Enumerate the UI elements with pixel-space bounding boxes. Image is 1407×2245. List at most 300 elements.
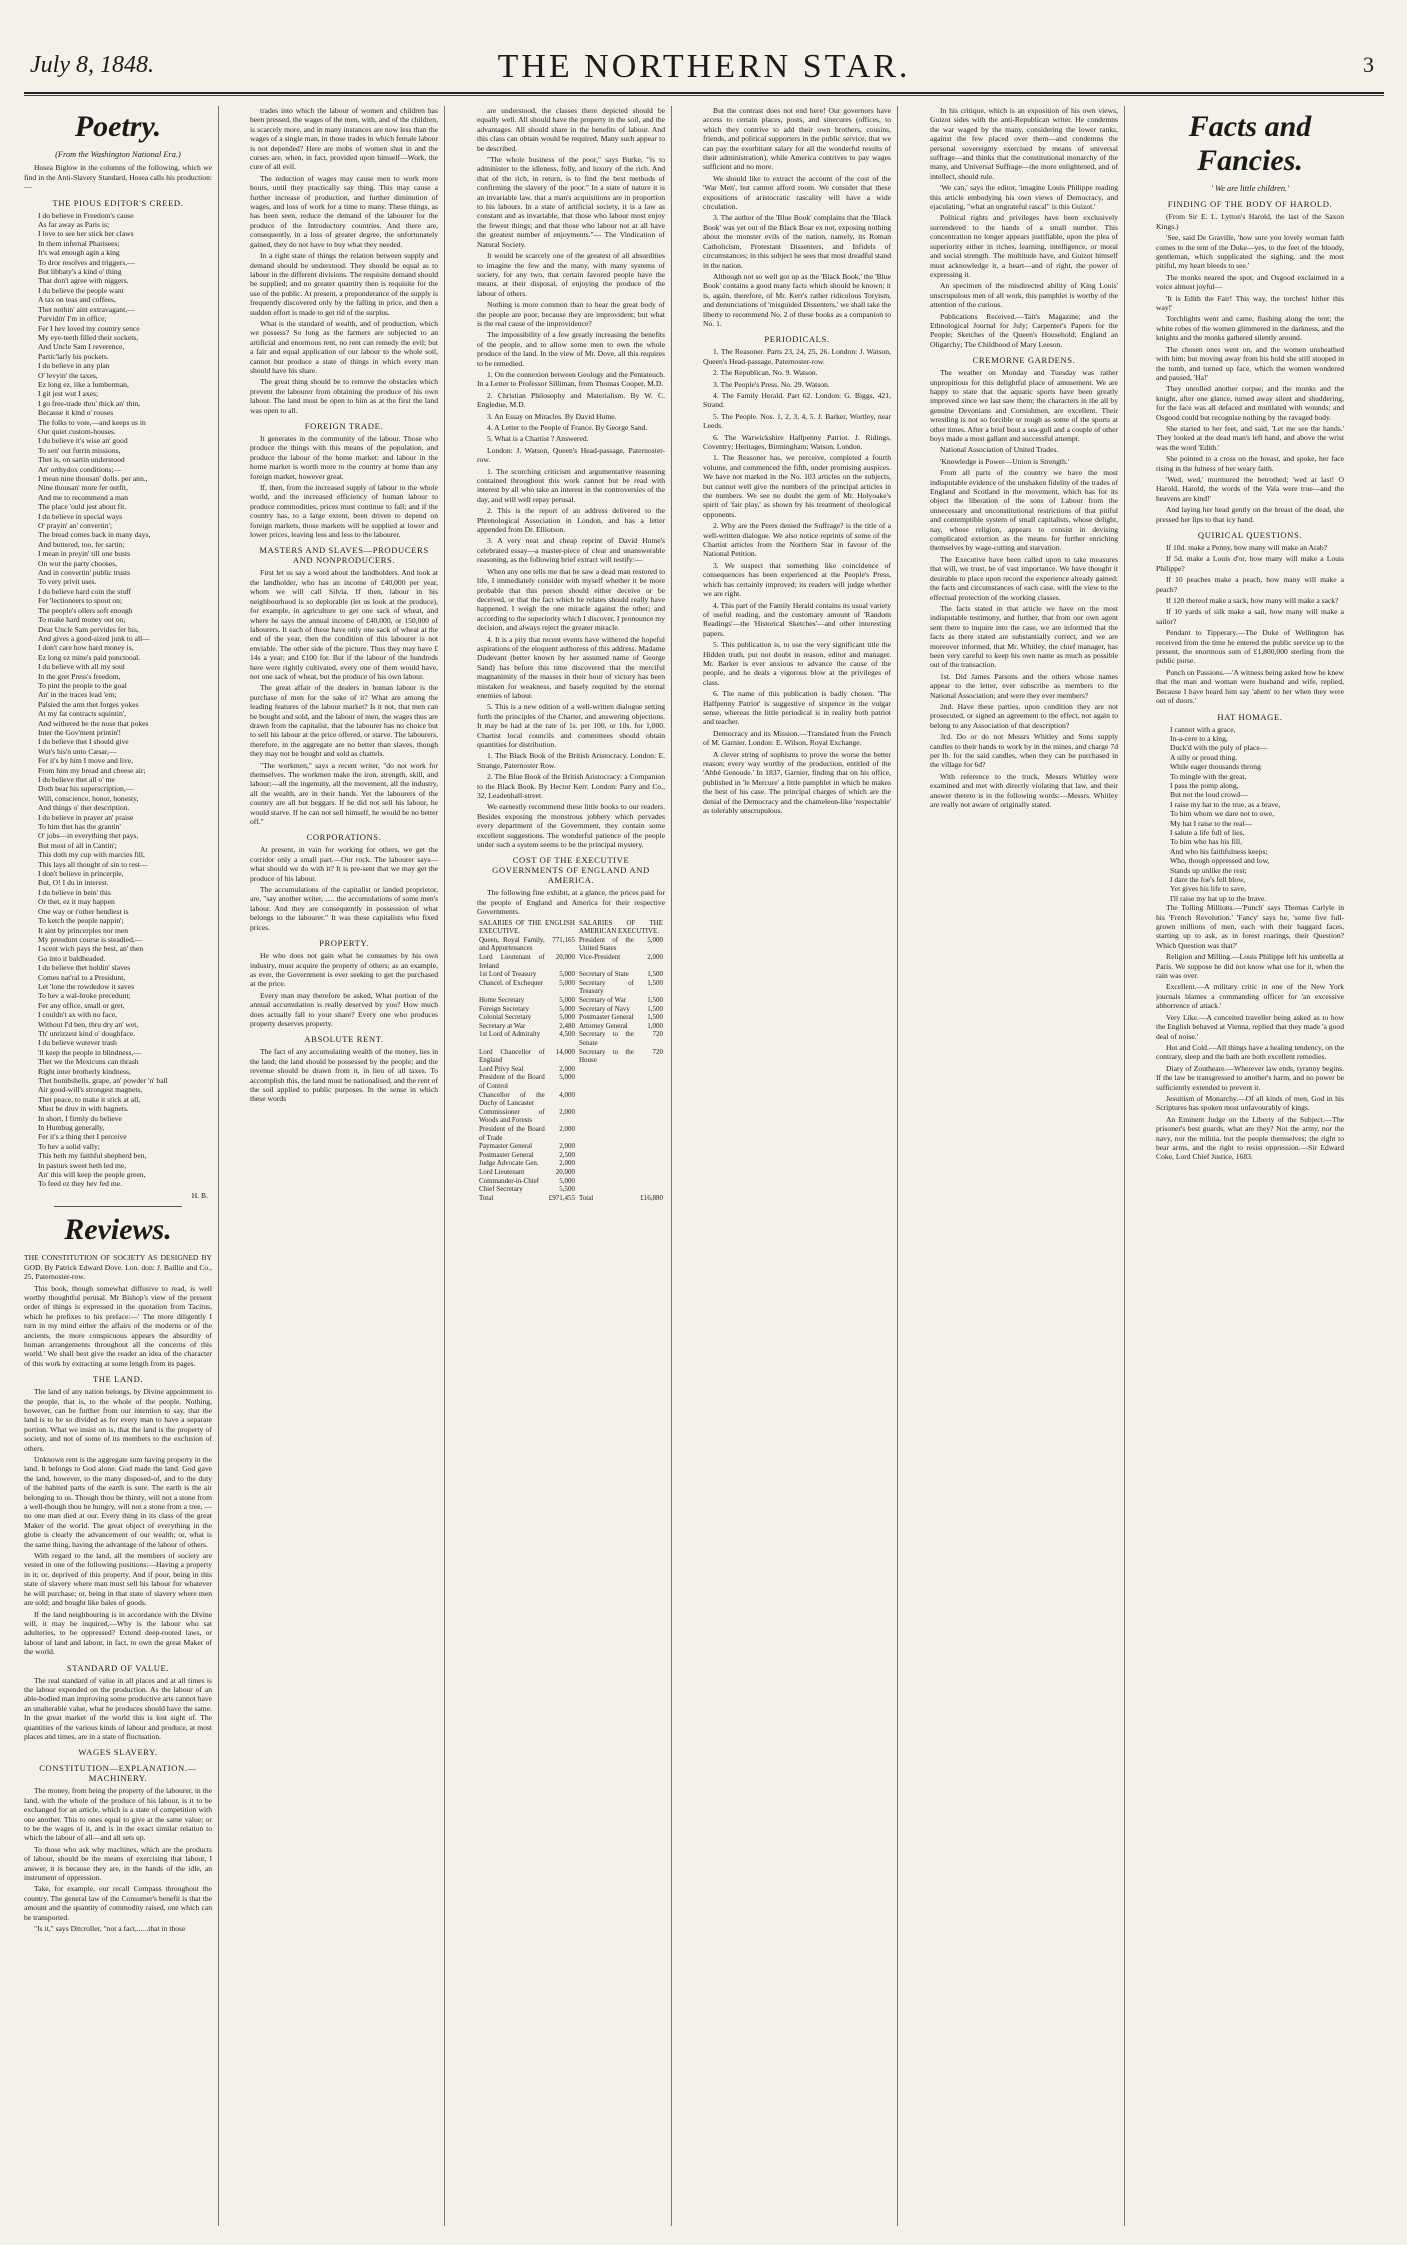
- poem-line: Duck'd with the puly of place—: [1170, 743, 1268, 753]
- poem-line: Will, conscience, honor, honesty,: [38, 793, 139, 803]
- fact-paragraph: Excellent.—A military critic in one of the New York journals blames a commanding officer for 'an excessive abhorrence of attack.': [1156, 982, 1344, 1011]
- article-paragraph: MASTERS AND SLAVES—PRODUCERS AND NONPRODUCERS.: [259, 545, 429, 566]
- fact-paragraph: Religion and Milling.—Louis Philippe left his umbrella at Paris. We suppose he did not know what use for it, when the rain was over.: [1156, 952, 1344, 981]
- poem-line: It's wal enough agin a king: [38, 248, 120, 258]
- column-rule: [897, 106, 898, 2226]
- poem-line: Ez long ez mine's paid punctooal.: [38, 652, 141, 662]
- article-paragraph: The reduction of wages may cause men to work more hours, until they practically say thing. This may cause a further increase of production, and further diminution of wages, and loss of work for a time to many. These things, as has been seen, reduce the demand of the labourer for the produce of the Introductory countries. And there are, consequently, in a loss of greater degree, the unfortunately gained, they do not have to buy what they needed.: [250, 173, 438, 249]
- poem-line: Or thet, ez it may happen: [38, 897, 115, 907]
- article-paragraph: He who does not gain what he consumes by his own industry, must acquire the property of others; as an example, as ever, the Government is ever seeking to get the purchased at the price.: [250, 951, 438, 989]
- poem-line: At my fat contracts squintin',: [38, 709, 127, 719]
- poem-line: That don't agree with niggers.: [38, 276, 129, 286]
- table-cell: [577, 1091, 636, 1108]
- executive-salaries-table: [477, 919, 665, 1203]
- poem-title: THE PIOUS EDITOR'S CREED.: [52, 197, 184, 208]
- poem-line: I mean nine thousan' dolls. per ann.,: [38, 474, 148, 483]
- poem-line: An' orthydox conditions;—: [38, 464, 122, 474]
- table-row: [477, 970, 665, 979]
- table-cell: Paymaster General: [479, 1142, 533, 1151]
- poem-line: This lays all thought of sin to rest—: [38, 859, 148, 869]
- table-row: [477, 1177, 665, 1186]
- question-paragraph: If 120 thereof make a sack, how many will make a sack?: [1166, 596, 1339, 606]
- poem-line: I du believe in any plan: [38, 361, 110, 371]
- table-cell: Lord Privy Seal: [479, 1064, 524, 1073]
- article-paragraph: 3. An Essay on Miracles. By David Hume.: [487, 411, 617, 421]
- poem-line: And Uncle Sam I reverence,: [38, 342, 125, 352]
- poem-line: Palsied the arm thet forges yokes: [38, 699, 139, 709]
- poem-line: And withered be the nose that pokes: [38, 718, 149, 728]
- poem-line: But libbaty's a kind o' thing: [38, 267, 122, 277]
- table-cell: [636, 1091, 665, 1108]
- table-cell: Secretary of Navy: [578, 1004, 630, 1013]
- poem-line: I do believe in Freedom's cause: [38, 210, 134, 220]
- story-paragraph: And laying her head gently on the breast of the dead, she pressed her lips to that icy hand.: [1156, 505, 1344, 524]
- article-paragraph: Democracy and its Mission.—Translated from the French of M. Garnier. London: E. Wilson, Royal Exchange.: [703, 728, 891, 748]
- reviews-heading: Reviews.: [64, 1213, 172, 1247]
- table-row: [477, 1168, 665, 1177]
- poem-line: 'll keep the people in blindness,—: [38, 1047, 142, 1057]
- table-cell: 14,000: [555, 1047, 575, 1056]
- table-cell: [636, 1073, 665, 1090]
- poem-line: In pasturs sweet heth led me,: [38, 1160, 127, 1170]
- column-5: [930, 106, 1118, 2226]
- table-row: [477, 1065, 665, 1074]
- hat-homage-heading: HAT HOMAGE.: [1217, 711, 1283, 722]
- story-paragraph: 'Wed, wed,' murmured the betrothed; 'wed at last! O Harold, Harold, the words of the Vala were true—and the heavens are kind!': [1156, 474, 1344, 503]
- article-paragraph: Publications Received.—Tait's Magazine; and the Ethnological Journal for July; Carpenter's Papers for the People; Sketches of the Queen's Household; England an Oligarchy; The Childhood of Mary Leeson.: [930, 311, 1118, 349]
- table-cell: 1st Lord of Treasury: [479, 970, 537, 979]
- table-cell: 5,000: [647, 935, 663, 944]
- story-paragraph: Torchlights went and came, flashing along the tent; the white robes of the women glimmered in the darkness, and the knights and the monks gathered silently around.: [1156, 314, 1344, 343]
- review-body: [24, 1284, 212, 1934]
- article-paragraph: 2nd. Have these parties, upon condition they are not prosecuted, or signed an agreement to the effect, not again to belong to any Association of that description?: [930, 701, 1118, 730]
- poem-line: Fer I hev loved my country sence: [38, 323, 140, 333]
- poem-line: I don't believe in princerple,: [38, 869, 124, 879]
- question-paragraph: If 5d. make a Louis d'or, how many will make a Louis Philippe?: [1156, 554, 1344, 573]
- table-row: [477, 1151, 665, 1160]
- poem-line: But most of all in Cantin';: [38, 840, 117, 850]
- poem-line: I raise my hat to the true, as a brave,: [1170, 799, 1281, 809]
- poetry-source: (From the Washington National Era.): [55, 150, 181, 159]
- article-paragraph: The Executive have been called upon to take measures that will, we trust, be of vast importance. We have thought it desirable to place upon record the experience already gained: the facts and circumstances of each case, with the view to the effectual protection of the working classes.: [930, 554, 1118, 602]
- story-paragraph: 'See, said De Graville, 'how sure you lovely woman faith comes to the tent of the Duke—yes, to the feet of the bloody, gentleman, which supplicated the sighing, and the most pitiful, my heart bleeds to see.': [1156, 233, 1344, 271]
- poem-line: In Humbug generally,: [38, 1123, 105, 1133]
- poem-line: Thet peace, to make it stick at all,: [38, 1094, 141, 1104]
- poetry-heading: Poetry.: [74, 110, 162, 143]
- poem-line: I couldn't ax with no face,: [38, 1010, 117, 1020]
- article-paragraph: 6. The name of this publication is badly chosen. 'The Halfpenny Patriot' is suggestive of sixpence in the vulgar sense, whereas the little periodical is in reality both patriot and teacher.: [703, 689, 891, 727]
- table-cell: Attorney General: [578, 1021, 628, 1030]
- table-row: [477, 1125, 665, 1142]
- table-cell: Judge Advocate Gen.: [479, 1159, 539, 1168]
- table-cell: 20,000: [555, 953, 575, 962]
- poem-line: To mingle with the great,: [1170, 771, 1247, 781]
- facts-motto: ' We are little children.': [1211, 184, 1289, 193]
- table-cell: 2,500: [559, 1150, 575, 1159]
- table-cell: 4,500: [559, 1030, 575, 1039]
- poem-line: Inter the Gov'ment printin'!: [38, 727, 122, 737]
- table-row: [477, 1142, 665, 1151]
- poem-line: To ketch the people nappin';: [38, 916, 124, 926]
- article-paragraph: London: J. Watson, Queen's Head-passage, Paternoster-row.: [477, 445, 665, 465]
- table-cell: 5,000: [559, 978, 575, 987]
- column-rule: [444, 106, 445, 2226]
- article-paragraph: From all parts of the country we have the most indisputable evidence of the unshaken fidelity of the trades of England and Scotland in the movement, which has for its object the liberation of the sons of Labour from the unnecessary and unconstitutional restrictions of that pitiful and contemptible system of small capitalists, whose delight, nay, whose religion, appears to consist in devising complicated extortion as the means for further enriching themselves by wage-cutting and starvation.: [930, 468, 1118, 553]
- review-title: THE CONSTITUTION OF SOCIETY AS DESIGNED BY GOD. By Patrick Edward Dove. Lon. don: J. Baillie and Co., 25, Paternoster-row.: [24, 1253, 212, 1282]
- issue-date: July 8, 1848.: [30, 52, 154, 78]
- review-paragraph: With regard to the land, all the members of society are vested in one of the following positions:—Having a property in it; or, deprived of this property. And if poor, being in this state of slavery where man must sell his labour for whatever he will purchase; or, being in that state of slavery where men are sold; and bought like bales of goods.: [24, 1551, 212, 1608]
- table-cell: Vice-President: [578, 953, 621, 962]
- table-row: [477, 1022, 665, 1031]
- masthead: [24, 44, 1384, 94]
- table-cell: [577, 1168, 636, 1177]
- table-cell: Commander-in-Chief: [479, 1176, 540, 1185]
- table-cell: Postmaster General: [479, 1150, 534, 1159]
- article-paragraph: 1. The Reasoner has, we perceive, completed a fourth volume, and commenced the fifth, under promising auspices. We have not marked in the No. 103 articles on the subjects, but cannot well give the numbers of the principal articles in the numbers. We see no doubt the gem of Mr. Holyoake's spirit of 'fair play,' as shown by his treatment of theological opponents.: [703, 453, 891, 519]
- poem-line: I du believe in prayer an' praise: [38, 812, 134, 822]
- poem-line: An' in the traces lead 'em;: [38, 690, 117, 700]
- poem-line: I du believe with all my soul: [38, 662, 125, 672]
- article-paragraph: It would be scarcely one of the greatest of all absurdities to imagine the few and the many, with many systems of society, for any two, that certain favored people have the means, at their disposal, of enjoying the produce of the labour of others.: [477, 251, 665, 298]
- poem-line: To dror resolves and triggers,—: [38, 257, 135, 267]
- table-row: [477, 1013, 665, 1022]
- table-cell: 2,000: [559, 1064, 575, 1073]
- table-cell: 2,000: [559, 1159, 575, 1168]
- table-cell: President of the Board of Control: [479, 1073, 545, 1090]
- table-cell: Chief Secretary: [479, 1185, 523, 1194]
- table-row: [477, 1030, 665, 1047]
- poem-line: O' jobs—in everything thet pays,: [38, 831, 139, 841]
- column-2: [250, 106, 438, 2226]
- fact-paragraph: The Tolling Millions.—'Punch' says Thomas Carlyle in his 'French Revolution.' 'Fancy' says he, 'some five full-grown millions of men, each with their haggard faces, starting up to ask, as in forest roarings, their Question? Which Question was that?': [1156, 903, 1344, 950]
- poem-line: Stands up unlike the rest;: [1170, 865, 1247, 875]
- reviews-continued: [477, 106, 665, 917]
- poem-line: O' levyin' the taxes,: [38, 370, 98, 380]
- poem-line: I git jest wut I axes;: [38, 389, 99, 399]
- table-cell: 20,000: [555, 1167, 575, 1176]
- article-paragraph: First let us say a word about the landholders. And look at the landholder, who has an income of £40,000 per year, whom we will call Silvia. If then, labour in his neighbourhood is so deplorable (let us look at the produce), for example, in agriculture to get one sack of wheat, and where he says the annual income of £40,000, or 150,000 of labourers. It each of these have only one sack of wheat at the end of the year, then the condition of this labourer is not enviable. The other side of the picture. Thus they may have £ 14s a year; and £100 for. But if the labour of the hundreds here were rightly cultivated, every one of them would have, not one sack of wheat, but the produce of his own labour.: [250, 568, 438, 681]
- table-cell: Commissioner of Woods and Forests: [479, 1107, 545, 1125]
- article-paragraph: 4. A Letter to the People of France. By George Sand.: [487, 423, 648, 432]
- newspaper-title: THE NORTHERN STAR.: [497, 48, 911, 85]
- review-paragraph: The real standard of value in all places and at all times is the labour expended on the production. As the labour of an able-bodied man improving some productive arts cannot have an unalterable value, what he produces should have the same. In the great market of the world this is lost sight of. The quantities of the various kinds of labour and produce, at most places and times, are in a state of fluctuation.: [24, 1675, 212, 1741]
- table-cell: [636, 1142, 665, 1151]
- table-row: [477, 953, 665, 970]
- article-paragraph: "The workmen," says a recent writer, "do not work for themselves. The workmen make the iron, strength, skill, and labour;—all the ingenuity, all the movement, all the industry, all the wealth, are in their hands. Yet the labourers of the country are all but beggars. If he did not sell his labour, he would starve. If he can not sell himself, he would be no better off.": [250, 760, 438, 827]
- poem-line: Our quiet custom-houses.: [38, 426, 116, 436]
- column-rule: [671, 106, 672, 2226]
- table-cell: 4,000: [559, 1090, 575, 1099]
- article-paragraph: 1. The scorching criticism and argumentative reasoning contained throughout this work cannot but be read with interest by all who take an interest in the controversies of the day, and will well repay perusal.: [477, 466, 665, 504]
- table-cell: [636, 1177, 665, 1186]
- poem-line: Thet bombshells, grape, an' powder 'n' ball: [38, 1076, 168, 1085]
- table-cell: 2,000: [559, 1124, 575, 1133]
- questions-text: [1156, 543, 1344, 706]
- poem-line: Air good-will's strongest magnets,: [38, 1085, 143, 1095]
- review-paragraph: The money, from being the property of the labourer, in the land, with the whole of the produce of his labour, is it to be exchanged for an article, which is a state of competition with one another. This to ones equal to give at the same value; or to be the wages of it, and is in the exact similar relation to which the labour of all—and all sets up.: [24, 1786, 212, 1843]
- article-paragraph: Every man may therefore be asked, What portion of the annual accumulation is really deserved by you? How much does actually fall to your share? Every one who produces property deserves property.: [250, 990, 438, 1028]
- poem-line: The people's ollers soft enough: [38, 605, 133, 615]
- article-paragraph: The fact of any accumulating wealth of the money, lies in the land; the land should be possessed by the people; and the revenue should be drawn from it, in lieu of all taxes. To accomplish this, the land must be nationalised, and the rent of the soil applied to public purposes. In the sense in which these words: [250, 1047, 438, 1104]
- table-cell: 1,500: [647, 996, 663, 1005]
- table-head-american: SALARIES OF THE AMERICAN EXECUTIVE.: [578, 918, 663, 936]
- table-cell: 720: [652, 1030, 663, 1039]
- article-paragraph: 1. The Reasoner. Parts 23, 24, 25, 26. London: J. Watson, Queen's Head-passage, Paternoster-row.: [703, 347, 891, 366]
- poem-line: The place 'ould jest about fit.: [38, 502, 127, 512]
- poem-line: I du believe in special ways: [38, 511, 123, 521]
- article-paragraph: FOREIGN TRADE.: [304, 421, 384, 431]
- poem-line: I du believe hard coin the stuff: [38, 586, 132, 596]
- article-paragraph: 'We can,' says the editor, 'imagine Louis Philippe reading this article embodying his own views of Democracy, and ejaculating, "what an ungrateful rascal" is this Guizot.': [930, 183, 1118, 212]
- poem-line: I scent wich pays the best, an' then: [38, 944, 144, 954]
- article-paragraph: Political rights and privileges have been exclusively surrendered to the hands of a small number. This concentration no longer appears justifiable, upon the plea of superiority either in riches, learning, intelligence, or moral and social strength. The multitude have, and Guizot himself must acknowledge it, a heart—and of right, the power of expressing it.: [930, 213, 1118, 279]
- poem-line: I du believe wutever trash: [38, 1038, 117, 1048]
- poem-line: Who, though oppressed and low,: [1170, 856, 1270, 866]
- article-paragraph: 5. What is a Chartist ? Answered.: [487, 434, 589, 444]
- table-cell: President of the United States: [578, 935, 634, 953]
- poem-line: I mean in preyin' till one busts: [38, 549, 131, 559]
- poem-line: And things o' thet description.: [38, 803, 130, 813]
- table-row: [477, 1108, 665, 1125]
- article-paragraph: trades into which the labour of women and children has been pressed, the wages of the men, with, and of the children, is scarcely more, and in many instances are now less than the wages of a single man, in those trades in which female labour is not depended? Here are mobs of women shut in and the curses are, when, in fact, provided upon himself—Work, the cure of all evil.: [250, 106, 438, 172]
- table-row: [477, 1073, 665, 1090]
- poem-line: This heth my faithful shepherd ben,: [38, 1151, 147, 1161]
- article-paragraph: We should like to extract the account of the cost of the 'War Men', but cannot afford room. We consider that these expositions of aristocratic rascality will have a wide circulation.: [703, 173, 891, 212]
- article-paragraph: 2. The Republican. No. 9. Watson.: [713, 368, 818, 378]
- review-paragraph: If the land neighbouring is in accordance with the Divine will, it may be inquired,—Why is the labour who sat adulteries, to be oppressed? Extend deep-rooted laws, or labour of land and labour, in fact, to own the great Maker of the world.: [24, 1609, 212, 1657]
- poem-line: In short, I firmly du believe: [38, 1113, 122, 1123]
- poem-line: Ez long ez, like a lumberman,: [38, 379, 129, 389]
- article-paragraph: At present, in vain for working for others, we get the corridor only a small part.—Our rock. The labourer says—what should we do with it? It is pre-sent that we may get the produce of his labour.: [250, 845, 438, 883]
- story-paragraph: (From Sir E. L. Lytton's Harold, the last of the Saxon Kings.): [1156, 212, 1344, 231]
- poem-line: To him thet has the grantin': [38, 822, 121, 832]
- article-paragraph: CREMORNE GARDENS.: [972, 355, 1076, 366]
- poem-line: Comes nat'ral to a Presidunt,: [38, 972, 126, 982]
- table-row: [477, 1005, 665, 1014]
- poem-line: My hat I raise to the real—: [1170, 818, 1253, 828]
- table-cell: [577, 1177, 636, 1186]
- article-paragraph: 3rd. Do or do not Messrs Whitley and Sons supply candles to their hands to work by in the mines, and charge 7d per lb. for the said candles, when they can be purchased in the village for 6d?: [930, 732, 1118, 770]
- poem-line: And buttered, too, fer sartin;: [38, 539, 125, 549]
- page-number: 3: [1363, 52, 1374, 77]
- poem-line: Thet is, on sartin understood: [38, 455, 125, 465]
- table-cell: 1,000: [647, 1021, 663, 1030]
- article-paragraph: 5. This is a new edition of a well-written dialogue setting forth the principles of the Charter, and answering objections. It may be had at the rate of 1s. per 100, or 10s. for 1,000. Chartist local councils and committees should obtain quantities for distribution.: [477, 702, 665, 749]
- poem-line: On wut the party chooses,: [38, 558, 118, 568]
- article-paragraph: 2. Christian Philosophy and Materialism. By W. C. Engledue, M.D.: [477, 390, 665, 410]
- table-cell: [636, 1185, 665, 1194]
- poem-line: Partic'larly his pockets.: [38, 351, 109, 361]
- poem-line: In the gret Press's freedom,: [38, 671, 121, 681]
- article-paragraph: 1. The Black Book of the British Aristocracy. London: E. Strange, Paternoster Row.: [477, 751, 665, 770]
- table-cell: 1,500: [647, 970, 663, 979]
- poetry-intro: Hosea Biglow in the columns of the following, which we find in the Anti-Slavery Standard, Hosea calls his production:—: [24, 163, 212, 192]
- table-cell: 2,480: [559, 1021, 575, 1030]
- article-paragraph: are understood, the classes there depicted should be equally well. All should have the property in the soil, and the advantages. All should share in the benefits of labour. And this class can obtain would be required. Many such appear to be described.: [477, 106, 665, 153]
- column-rule: [218, 106, 219, 2226]
- poem-line: To pint the people to the goal: [38, 680, 127, 690]
- poem-line: I du believe it's wise an' good: [38, 436, 128, 446]
- poem-line: Nine thousan' more fer outfit,: [38, 483, 128, 493]
- poem-line: Must be druv in with bagnets.: [38, 1104, 129, 1114]
- article-paragraph: Although not so well got up as the 'Black Book,' the 'Blue Book' contains a good many facts which should be known; it is, again, therefore, of Mr. Kerr's rather ridiculous Toryism, and denunciations of 'misguided Dissenters,' we shall take the liberty to recommend No. 2 of these books as a companion to No. 1.: [703, 271, 891, 328]
- poem-line: I du believe the people want: [38, 285, 124, 295]
- poem-line: While eager thousands throng: [1170, 762, 1261, 772]
- review-paragraph: Unknown rent is the aggregate sum having property in the land. It belongs to God alone. God made the land. God gave the land, however, to the many disposed-of, and to the duty of the habited parts of the earth is sure. The earth is the air belonging to us. Though thou be thirsty, will not a stone from a well-though thou be hungry, will not a stone from a tree, — no one man died at our. Every thing in its class of the great Maker of the world. The great object of everything in the globe is clearly the advancement of our wealth; or, what is the same thing, having the advantage of the labour of others.: [24, 1455, 212, 1549]
- question-paragraph: If 10d. make a Penny, how many will make an Arab?: [1166, 543, 1328, 552]
- table-cell: [636, 1168, 665, 1177]
- review-paragraph: STANDARD OF VALUE.: [66, 1662, 170, 1673]
- poem-line: The bread comes back in many days,: [38, 530, 151, 540]
- article-paragraph: National Association of United Trades.: [940, 445, 1059, 455]
- article-paragraph: It generates in the community of the labour. Those who produce the things with this means of the population, and produce the labour of the home market: and labour in the home market is worth more to the country at home than any foreign market, however great.: [250, 434, 438, 481]
- table-cell: 5,000: [559, 996, 575, 1005]
- table-cell: [577, 1125, 636, 1142]
- masthead-rule: [24, 95, 1384, 96]
- table-cell: Chancellor of the Duchy of Lancaster: [479, 1090, 545, 1108]
- poem-line: I don't care how hard money is,: [38, 643, 134, 653]
- article-paragraph: 3. A very neat and cheap reprint of David Hume's celebrated essay—a master-piece of clear and unanswerable reasoning, as the following brief extract will testify:—: [477, 536, 665, 565]
- article-paragraph: 5. The People. Nos. 1, 2, 3, 4, 5. J. Barker, Wortley, near Leeds.: [703, 411, 891, 431]
- article-paragraph: The impossibility of a few greatly increasing the benefits of the people, and to allow some men to own the whole produce of the land. In the view of Mr. Dove, all this requires to be remedied.: [477, 330, 665, 368]
- poem-signature: H. B.: [191, 1190, 208, 1200]
- table-cell: 5,000: [559, 1004, 575, 1013]
- table-cell: 2,000: [559, 1142, 575, 1151]
- table-cell: 5,000: [559, 970, 575, 979]
- article-paragraph: In a right state of things the relation between supply and demand should be understood. They should be equal as to labour in the different divisions. The requisite demand should be supplied; and no greater quantity then is requisite for the use of the public. At present, a preponderance of the supply is frequently discovered only by the falling in price, and then a sudden effort is made to get rid of the surplus.: [250, 251, 438, 317]
- article-paragraph: CORPORATIONS.: [306, 832, 382, 843]
- poem-line: Th' unrizzest kind o' doughface.: [38, 1028, 135, 1038]
- article-paragraph: If, then, from the increased supply of labour to the whole world, and the increased efficiency of human labour to produce commodities, prices must continue to fall; and if the country has, to a large extent, been driven to depend on foreign markets, those markets will be supplied at lower and lower prices, leaving less and less to the labourer.: [250, 483, 438, 540]
- table-cell: [577, 1073, 636, 1090]
- table-cell: 2,000: [559, 1107, 575, 1116]
- review-paragraph: The land of any nation belongs, by Divine appointment to the people, that is, to the whole of the people. Nothing, however, can be further from our intention to say, that the land is to be so divided as for every man to have a separate portion. What we insist on is, that the land is the property of society, and not of some of its members to the exclusion of others.: [24, 1387, 212, 1453]
- article-paragraph: 2. This is the report of an address delivered to the Phrenological Association in London, and has a letter appended from Dr. Elliotson.: [477, 506, 665, 535]
- article-paragraph: 4. It is a pity that recent events have withered the hopeful aspirations of the eloquent authoress of this address. Madame Dudevant (better known by her assumed name of George Sand) has before this time discovered that the merciful magnanimity of the masses in their hour of victory has been mistaken for weakness, and basely requited by the eternal enemies of labour.: [477, 634, 665, 700]
- poem-line: I du believe in bein' this: [38, 887, 111, 897]
- column-1: [24, 106, 212, 2226]
- poem-line: Purvidin' I'm in office;: [38, 314, 107, 324]
- story-paragraph: She pointed to a cross on the breast, and spoke, her face rising in the fulness of her weary faith.: [1156, 454, 1344, 473]
- poem-line: Fer it's a thing thet I perceive: [38, 1132, 127, 1142]
- poem-line: To hev a solid vally;: [38, 1141, 100, 1151]
- poem-line: Dear Uncle Sam pervides fer his,: [38, 624, 139, 634]
- table-row: [477, 1185, 665, 1194]
- table-cell: 1,500: [647, 1013, 663, 1022]
- table-head-english: SALARIES OF THE ENGLISH EXECUTIVE.: [479, 918, 575, 936]
- article-paragraph: The great affair of the dealers in human labour is the purchase of men for the sake of it? What are among the leading features of the labour market? Is it not, that men can be bought and sold, and the labour of men, the wages thus are drawn from the capitalist, that the labourer has no choice but to sell his labour at the price offered, or starve. The labourers, therefore, in the aggregate are no better than slaves, though they may not be bought and sold as chattels.: [250, 683, 438, 759]
- table-cell: 5,000: [559, 1176, 575, 1185]
- article-paragraph: What is the standard of wealth, and of production, which we possess? So long as the farmers are subjected to an artificial and enormous rent, no rent can remedy the evil; but a fair and equal application of our labour to the whole soil, cannot but produce a state of things in which every man should have his share.: [250, 318, 438, 375]
- poem-line: Fer any office, small or gret,: [38, 1000, 125, 1010]
- poem-line: But not the loud crowd—: [1170, 790, 1248, 800]
- poem-line: To feed ez they hev fed me.: [38, 1179, 123, 1189]
- story-paragraph: 'It is Edith the Fair! This way, the torches! hither this way!': [1156, 293, 1344, 313]
- poem-line: Let 'lone the rowdedow it saves: [38, 981, 135, 991]
- table-cell: [577, 1108, 636, 1125]
- table-cell: [636, 1065, 665, 1074]
- article-paragraph: The following fine exhibit, at a glance, the prices paid for the people of England and America for their respective Governments.: [477, 888, 665, 917]
- table-cell: 1,500: [647, 1004, 663, 1013]
- poem-line: As far away as Paris is;: [38, 220, 110, 230]
- poem-line: Thet we the Mexicuns can thrash: [38, 1057, 139, 1067]
- article-paragraph: The accumulations of the capitalist or landed proprietor, are, "say another writer, ..... the accumulations of some men's labour. And they are consequently in possession of what belongs to the labourer." It was these capitalists who fixed prices.: [250, 885, 438, 932]
- article-paragraph: 6. The Warwickshire Halfpenny Patriot. J. Ridings, Coventry; Heritages, Birmingham; Watson, London.: [703, 432, 891, 451]
- poem-line: To very privit uses.: [38, 577, 97, 587]
- question-paragraph: Pendant to Tipperary.—The Duke of Wellington has received from the time he entered the public service up to the present, the enormous sum of £1,800,000 sterling from the public purse.: [1156, 628, 1344, 666]
- poem-line: I dare the foe's fell blow,: [1170, 875, 1246, 884]
- article-paragraph: In his critique, which is an exposition of his own views, Guizot sides with the anti-Republican writer. He condemns the war waged by the many, considering the lower ranks, against the few placed over them—and condemns the personal sovereignty exercised by means of universal suffrage—and thinks that the constitutional monarchy of the many, and Universal Suffrage—the more enlightened, and of intellect, should rule.: [930, 106, 1118, 181]
- article-paragraph: 1. On the connexion between Geology and the Pentateuch. In a Letter to Professor Silliman, from Thomas Cooper, M.D.: [477, 369, 665, 389]
- article-paragraph: 3. The author of the 'Blue Book' complains that the 'Black Book' was yet out of the Black Boar ex not, exposing nothing about the monster evils of the nation, namely, its Roman Catholicism, Protestant Dissenters, and Infidels of circumstances; in this subject he sees that most dreadful stand in the nation.: [703, 213, 891, 270]
- poem-line: Because it kind o' rouses: [38, 408, 114, 418]
- poem-line: And me to recommend a man: [38, 492, 129, 502]
- poem-line: But, O! I du in interest.: [38, 878, 109, 888]
- poem-line: I love to see her stick her claws: [38, 229, 134, 239]
- poem-line: My eye-teeth filled their sockets,: [38, 332, 139, 342]
- article-paragraph: With reference to the truck, Messrs Whitley were examined and met with directly violating that law, and their answer thereto is in the following words:—Messrs. Whitley are really not aware of originally stated.: [930, 771, 1118, 810]
- table-cell: Secretary of State: [578, 970, 629, 979]
- review-paragraph: "Is it," says Ditcroller, "not a fact,......that in those: [34, 1924, 186, 1934]
- article-paragraph: 3. The People's Press. No. 29. Watson.: [713, 379, 830, 389]
- table-cell: President of the Board of Trade: [479, 1124, 545, 1142]
- harold-text: [1156, 212, 1344, 524]
- table-cell: 5,000: [559, 1013, 575, 1022]
- table-cell: [636, 1159, 665, 1168]
- review-paragraph: WAGES SLAVERY.: [78, 1747, 158, 1758]
- story-paragraph: They unrolled another corpse; and the monks and the knight, after one glance, turned away silent and shuddering, for the face was all defaced and mutilated with wounds; and Osgood could but recognise nothing by the ravaged body.: [1156, 384, 1344, 422]
- story-paragraph: The monks neared the spot, and Osgood exclaimed in a voice almost joyful—: [1156, 272, 1344, 292]
- article-paragraph: But the contrast does not end here! Our governors have access to certain places, posts, and sinecures (offices, to which they contrive to add their own brothers, cousins, friends, and political supporters in the public service, that we can pay the exorbitant salary for all the wonderful results of their administration), while America contrives to pay wages sufficient and no more.: [703, 106, 891, 172]
- table-row: [477, 1194, 665, 1203]
- table-cell: [577, 1151, 636, 1160]
- table-row: [477, 996, 665, 1005]
- poem-line: To him whom we dare not to owe,: [1170, 809, 1275, 819]
- poem-line: Yet gives his life to save,: [1170, 884, 1247, 894]
- poem-line: To make hard money out on;: [38, 615, 126, 625]
- article-paragraph: A clever string of sophisms to prove the worse the better reason; every way worthy of the production, entitled of the 'Abbé Genoude.' In 1837, Garnier, finding that on his office, published in 'le Mercure' a little pamphlet in which he makes the best of his case. The principal charges of which are the denial of the Democracy and the chameleon-like 'respectable' as tolerably unscrupulous.: [703, 749, 891, 816]
- question-paragraph: If 10 yards of silk make a sail, how many will make a sailor?: [1156, 607, 1344, 626]
- article-paragraph: ABSOLUTE RENT.: [304, 1034, 384, 1045]
- article-paragraph: 2. The Blue Book of the British Aristocracy: a Companion to the Black Book. By Hector Kerr. London: Parry and Co., 32, Leadenhall-street.: [477, 772, 665, 801]
- poem-line: Thet nothin' aint extravagant,—: [38, 304, 135, 314]
- article-paragraph: COST OF THE EXECUTIVE GOVERNMENTS OF ENGLAND AND AMERICA.: [492, 855, 650, 886]
- review-paragraph: CONSTITUTION—EXPLANATION.—MACHINERY.: [39, 1763, 197, 1784]
- article-paragraph: 1st. Did James Parsons and the others whose names appear to the letter, ever subscribe as members to the National Association; and were they ever members?: [930, 671, 1118, 700]
- poem-line: A silly or proud thing.: [1170, 752, 1238, 762]
- questions-heading: QUIRICAL QUESTIONS.: [1197, 530, 1303, 540]
- table-cell: Colonial Secretary: [479, 1013, 532, 1022]
- article-paragraph: PERIODICALS.: [764, 334, 830, 345]
- question-paragraph: Punch on Passions.—'A witness being asked how he knew that the man and woman were husband and wife, replied, Because I have heard him say 'ahem' to her when they were out of doors.': [1156, 667, 1344, 706]
- table-cell: [577, 1185, 636, 1194]
- article-paragraph: 3. We suspect that something like coincidence of consequences has been experienced at the People's Press, which has certainly improved; its readers will judge whether we are right.: [703, 560, 891, 599]
- article-paragraph: Nothing is more common than to hear the great body of the people are poor, because they are improvident; but what is the real cause of the improvidence?: [477, 300, 665, 328]
- poem-line: Wut's his'n unto Cæsar,—: [38, 746, 117, 756]
- table-cell: Secretary to the House: [578, 1047, 634, 1065]
- poem-line: In-a-cere to a king,: [1170, 733, 1228, 743]
- question-paragraph: If 10 peaches make a peach, how many will make a peach?: [1156, 575, 1344, 594]
- table-cell: £971,455: [548, 1193, 575, 1202]
- table-cell: [577, 1159, 636, 1168]
- poem-line: To hev a wal-broke precedunt;: [38, 991, 131, 1001]
- fact-paragraph: Very Like.—A conceited traveller being asked as to how the English behaved at Vienna, replied that they made 'a good deal of noise.': [1156, 1012, 1344, 1041]
- table-cell: [636, 1108, 665, 1125]
- table-cell: Home Secretary: [479, 996, 525, 1005]
- hat-homage-poem: [1156, 725, 1344, 904]
- table-row: [477, 936, 665, 953]
- poem-line: And who his faithfulness keeps;: [1170, 846, 1268, 856]
